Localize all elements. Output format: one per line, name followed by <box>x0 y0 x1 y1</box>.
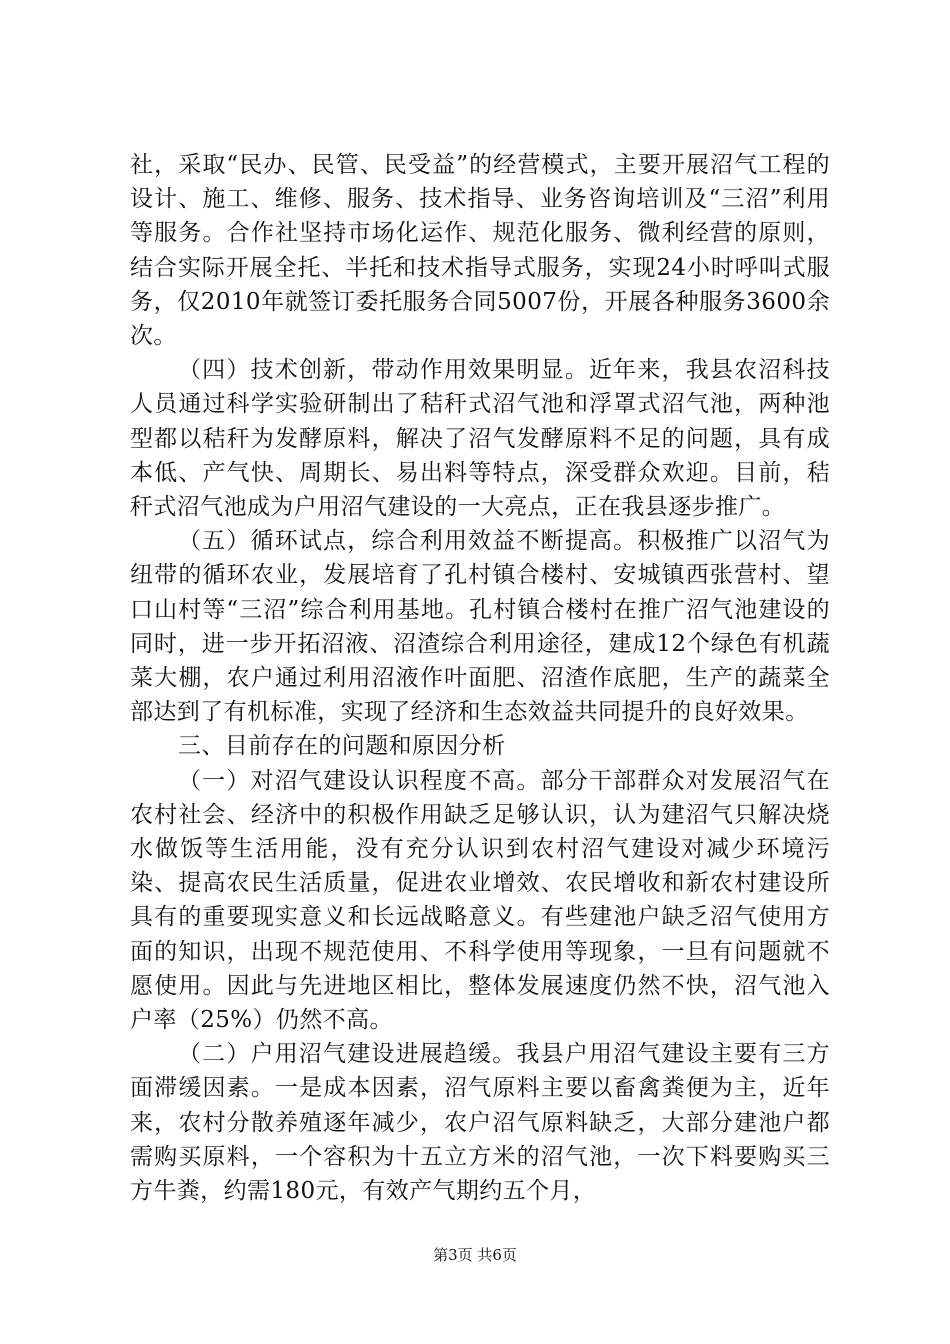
paragraph-household-progress: （二）户用沼气建设进展趋缓。我县户用沼气建设主要有三方面滞缓因素。一是成本因素，沼气原料主要以畜禽粪便为主，近年来，农村分散养殖逐年减少，农户沼气原料缺乏，大部分建池户都需购买原料，一个容积为十五立方米的沼气池，一次下料要购买三方牛粪，约需180元，有效产气期约五个月， <box>130 1041 830 1205</box>
section-heading-problems: 三、目前存在的问题和原因分析 <box>178 733 506 760</box>
paragraph-awareness: （一）对沼气建设认识程度不高。部分干部群众对发展沼气在农村社会、经济中的积极作用缺乏足够认识，认为建沼气只解决烧水做饭等生活用能，没有充分认识到农村沼气建设对减少环境污染、提高农民生活质量，促进农业增效、农民增收和新农村建设所具有的重要现实意义和长远战略意义。有些建池户缺乏沼气使用方面的知识，出现不规范使用、不科学使用等现象，一旦有问题就不愿使用。因此与先进地区相比，整体发展速度仍然不快，沼气池入户率（25%）仍然不高。 <box>130 767 830 1034</box>
paragraph-cooperative-services: 社，采取“民办、民管、民受益”的经营模式，主要开展沼气工程的设计、施工、维修、服务、技术指导、业务咨询培训及“三沼”利用等服务。合作社坚持市场化运作、规范化服务、微利经营的原则，结合实际开展全托、半托和技术指导式服务，实现24小时呼叫式服务，仅2010年就签订委托服务合同5007份，开展各种服务3600余次。 <box>130 152 830 350</box>
document-body <box>130 148 830 1208</box>
paragraph-circular-pilot: （五）循环试点，综合利用效益不断提高。积极推广以沼气为纽带的循环农业，发展培育了孔村镇合楼村、安城镇西张营村、望口山村等“三沼”综合利用基地。孔村镇合楼村在推广沼气池建设的同时，进一步开拓沼液、沼渣综合利用途径，建成12个绿色有机蔬菜大棚，农户通过利用沼液作叶面肥、沼渣作底肥，生产的蔬菜全部达到了有机标准，实现了经济和生态效益共同提升的良好效果。 <box>130 528 830 726</box>
page-footer: 第3页 共6页 <box>433 1246 517 1264</box>
paragraph-technical-innovation: （四）技术创新，带动作用效果明显。近年来，我县农沼科技人员通过科学实验研制出了秸秆式沼气池和浮罩式沼气池，两种池型都以秸秆为发酵原料，解决了沼气发酵原料不足的问题，具有成本低、产气快、周期长、易出料等特点，深受群众欢迎。目前，秸秆式沼气池成为户用沼气建设的一大亮点，正在我县逐步推广。 <box>130 357 830 521</box>
